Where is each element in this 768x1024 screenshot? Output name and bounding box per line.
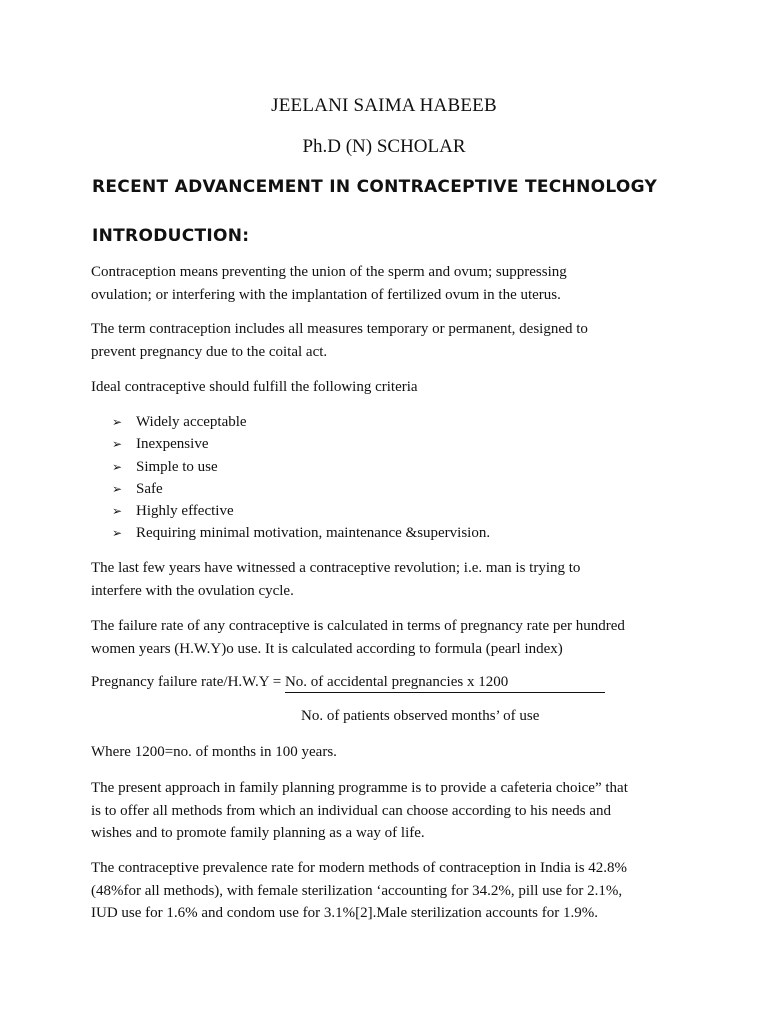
list-item-label: Simple to use [136,458,218,475]
criteria-list [112,411,490,545]
formula-label: Pregnancy failure rate/H.W.Y = [91,674,285,690]
paragraph-criteria-intro: Ideal contraceptive should fulfill the following criteria [91,379,418,395]
paragraph-months-note: Where 1200=no. of months in 100 years. [91,744,337,760]
formula-denominator: No. of patients observed months’ of use [301,708,540,724]
arrow-bullet-icon: ➢ [112,459,123,474]
author-role: Ph.D (N) SCHOLAR [302,136,466,157]
paragraph-revolution: The last few years have witnessed a contraceptive revolution; i.e. man is trying to interfere with the ovulation cycle. [91,560,581,599]
arrow-bullet-icon: ➢ [112,437,123,452]
list-item-label: Inexpensive [136,436,209,453]
author-name: JEELANI SAIMA HABEEB [271,95,497,116]
list-item-label: Requiring minimal motivation, maintenance &supervision. [136,525,491,542]
paragraph-failure-rate: The failure rate of any contraceptive is calculated in terms of pregnancy rate per hundred women years (H.W.Y)o use. It is calculated according to formula (pearl index) [91,618,625,657]
section-heading: INTRODUCTION: [92,226,250,246]
list-item-label: Safe [136,480,163,497]
paragraph-definition: Contraception means preventing the union of the sperm and ovum; suppressing ovulation; or interfering with the implantation of fertilized ovum in the uterus. [91,264,567,303]
paragraph-cafeteria-approach: The present approach in family planning programme is to provide a cafeteria choice” that is to offer all methods from which an individual can choose according to his needs and wishes and to promote family planning as a way of life. [91,780,628,841]
paragraph-term: The term contraception includes all measures temporary or permanent, designed to prevent pregnancy due to the coital act. [91,321,588,360]
list-item [112,500,490,522]
paragraph-prevalence-rate: The contraceptive prevalence rate for modern methods of contraception in India is 42.8% (48%for all methods), with female sterilization ‘accounting for 34.2%, pill use for 2.1%, IUD use for 1.6% and condom use for 3.1%[2].Male sterilization accounts for 1.9%. [91,860,628,921]
list-item [112,478,490,500]
list-item [112,522,490,544]
arrow-bullet-icon: ➢ [112,526,123,541]
list-item [112,456,490,478]
list-item [112,433,490,455]
document-title: RECENT ADVANCEMENT IN CONTRACEPTIVE TECHNOLOGY [92,177,658,197]
list-item-label: Widely acceptable [136,414,247,430]
list-item [112,411,490,433]
arrow-bullet-icon: ➢ [112,504,123,519]
formula-numerator: No. of accidental pregnancies x 1200 [285,674,605,693]
arrow-bullet-icon: ➢ [112,481,123,496]
arrow-bullet-icon: ➢ [112,415,123,429]
formula-line [91,674,605,693]
list-item-label: Highly effective [136,503,234,520]
